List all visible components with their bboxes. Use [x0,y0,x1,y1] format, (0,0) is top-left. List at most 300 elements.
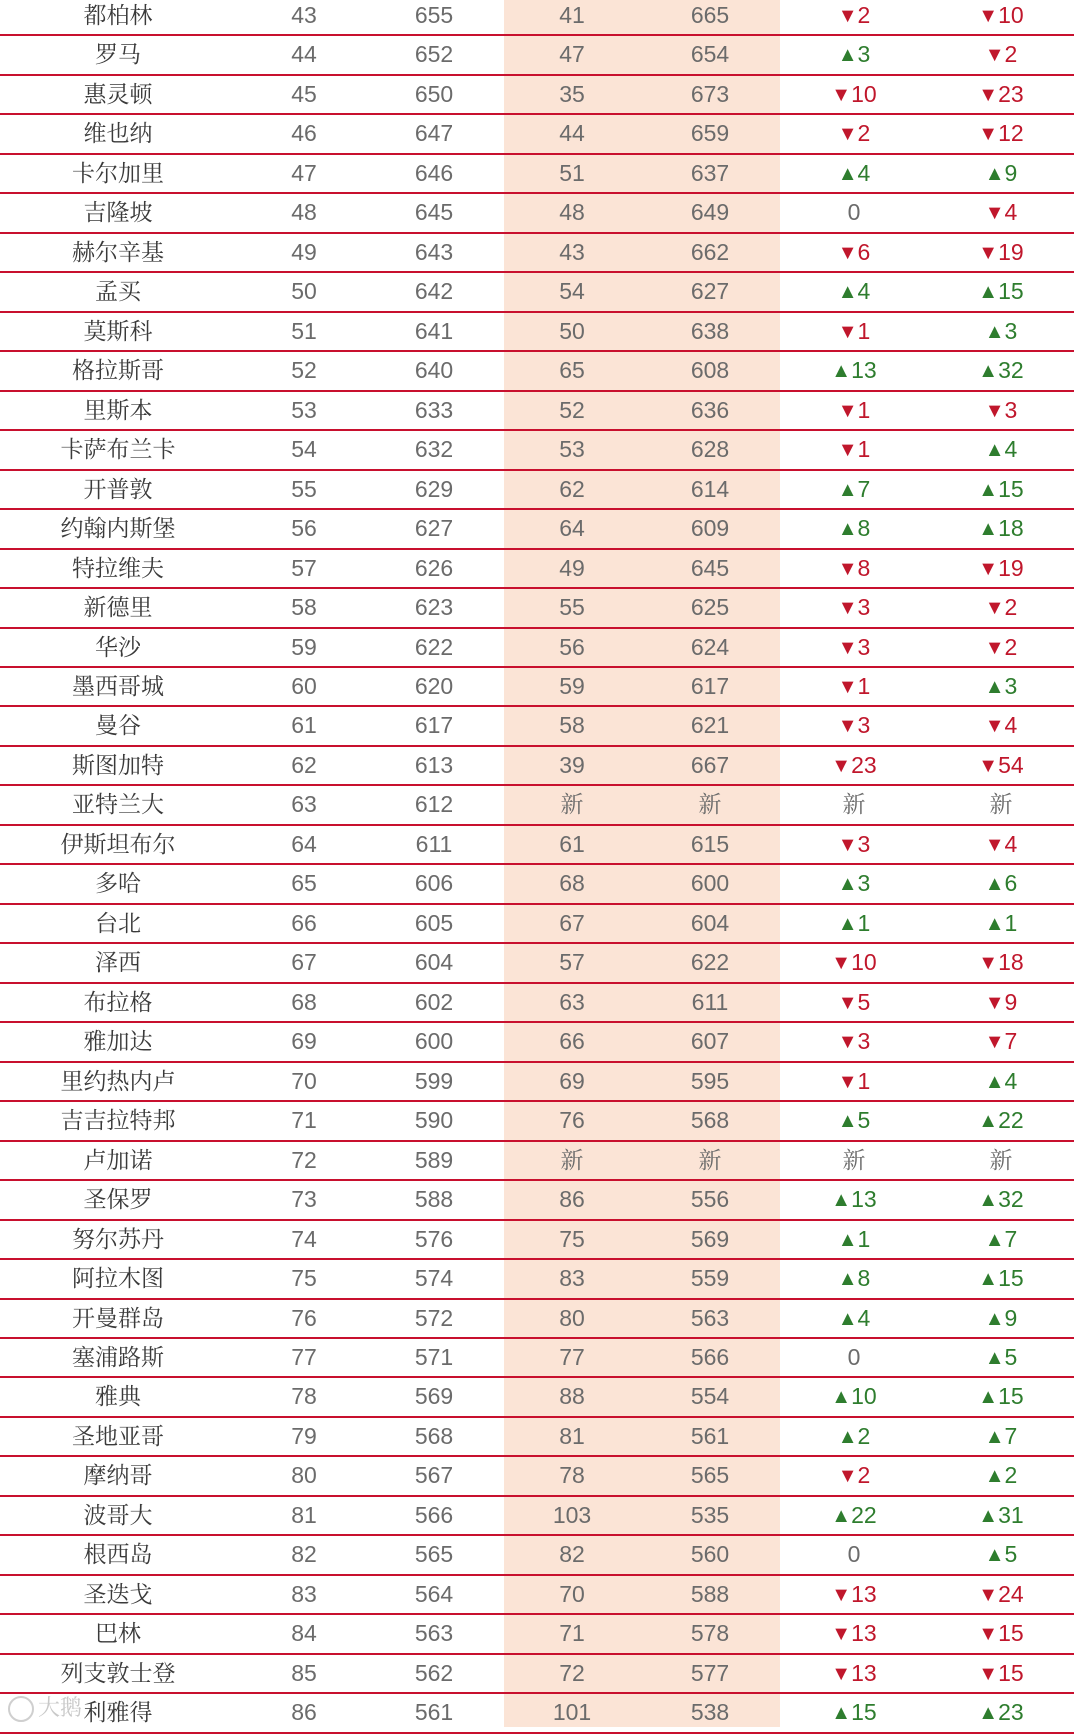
rank-change-1 [810,1694,898,1731]
table-row [0,115,1074,154]
current-score: 655 [414,2,454,28]
rank-change-value: 8 [857,1265,871,1292]
rank-change-1 [810,1063,898,1100]
previous-score: 566 [690,1343,730,1370]
city-name: 里斯本 [83,396,153,423]
city-name: 努尔苏丹 [72,1225,164,1252]
rank-change-value: 15 [998,1620,1024,1647]
down-triangle-icon: ▼ [837,5,858,27]
rank-change-value: 6 [1004,870,1018,897]
current-rank: 73 [291,1186,317,1213]
rank-change-1 [810,1536,898,1573]
down-triangle-icon: ▼ [831,1583,852,1606]
table-row [0,1694,1074,1733]
rank-change-1 [810,1181,898,1218]
rank-change-2 [955,313,1047,350]
current-score: 652 [414,41,454,68]
previous-rank: 61 [559,830,585,857]
up-triangle-icon: ▲ [831,1189,852,1212]
down-triangle-icon: ▼ [978,5,999,27]
rank-change-1 [810,76,898,113]
rank-change-value: 2 [857,1462,871,1489]
rank-change-1 [810,826,898,863]
rank-change-value: 4 [1004,436,1018,463]
up-triangle-icon: ▲ [978,1189,999,1212]
previous-rank: 101 [552,1699,592,1726]
down-triangle-icon: ▼ [984,202,1005,225]
current-rank: 65 [291,870,317,897]
rank-change-1 [810,1221,898,1258]
current-rank: 58 [291,594,317,621]
current-rank: 46 [291,120,317,147]
down-triangle-icon: ▼ [837,636,858,659]
table-row [0,273,1074,312]
down-triangle-icon: ▼ [831,83,852,106]
current-score: 620 [414,672,454,699]
city-name: 华沙 [95,633,141,660]
rank-change-1 [810,352,898,389]
current-score: 646 [414,159,454,186]
up-triangle-icon: ▲ [978,360,999,383]
city-name: 列支敦士登 [60,1659,176,1686]
rank-change-2 [955,36,1047,73]
rank-change-1 [810,707,898,744]
city-name: 雅典 [95,1383,141,1410]
rank-change-1 [810,1457,898,1494]
rank-change-value: 32 [998,1186,1024,1213]
current-rank: 71 [291,1107,317,1134]
current-score: 617 [414,712,454,739]
city-name: 圣地亚哥 [72,1422,164,1449]
up-triangle-icon: ▲ [837,44,858,67]
rank-change-value: 1 [1004,909,1018,936]
previous-rank: 44 [559,120,585,147]
rank-change-value: 15 [998,475,1024,502]
current-score: 643 [414,238,454,265]
rank-change-value: 3 [1004,672,1018,699]
down-triangle-icon: ▼ [837,557,858,580]
previous-score: 638 [690,317,730,344]
city-name: 伊斯坦布尔 [60,830,176,857]
previous-rank: 51 [559,159,585,186]
up-triangle-icon: ▲ [837,1425,858,1448]
previous-rank: 71 [559,1620,585,1647]
previous-score: 565 [690,1462,730,1489]
current-rank: 45 [291,80,317,107]
down-triangle-icon: ▼ [978,952,999,975]
rank-change-1 [810,1023,898,1060]
rank-change-2 [955,865,1047,902]
city-name: 吉隆坡 [83,199,153,226]
previous-rank: 49 [559,554,585,581]
table-row [0,668,1074,707]
city-name: 卢加诺 [83,1146,153,1173]
rank-change-1 [810,944,898,981]
previous-score: 645 [690,554,730,581]
watermark-logo-icon [8,1696,34,1722]
previous-rank: 53 [559,436,585,463]
table-row [0,1457,1074,1496]
previous-rank: 65 [559,357,585,384]
rank-change-1 [810,1576,898,1613]
down-triangle-icon: ▼ [978,1662,999,1685]
current-score: 647 [414,120,454,147]
rank-change-2 [955,707,1047,744]
current-rank: 83 [291,1580,317,1607]
previous-score: 535 [690,1501,730,1528]
rank-change-value: 5 [857,1107,871,1134]
rank-change-2 [955,589,1047,626]
city-name: 圣迭戈 [83,1580,153,1607]
rank-change-2 [955,194,1047,231]
current-rank: 57 [291,554,317,581]
city-name: 曼谷 [95,712,141,739]
previous-score: 595 [690,1067,730,1094]
rank-change-value: 12 [998,120,1024,147]
rank-change-value: 4 [1004,830,1018,857]
table-row [0,1102,1074,1141]
rank-change-2 [955,1023,1047,1060]
rank-change-value: 3 [1004,396,1018,423]
rank-change-2 [955,1102,1047,1139]
down-triangle-icon: ▼ [837,241,858,264]
current-score: 650 [414,80,454,107]
rank-change-2 [955,1378,1047,1415]
previous-score: 561 [690,1422,730,1449]
current-rank: 80 [291,1462,317,1489]
current-score: 641 [414,317,454,344]
up-triangle-icon: ▲ [978,1386,999,1409]
previous-rank: 103 [552,1501,592,1528]
previous-score: 662 [690,238,730,265]
rank-change-2 [955,431,1047,468]
previous-rank: 88 [559,1383,585,1410]
rank-change-2 [955,550,1047,587]
current-rank: 64 [291,830,317,857]
down-triangle-icon: ▼ [831,952,852,975]
current-score: 622 [414,633,454,660]
rank-change-value: 3 [857,870,871,897]
previous-score: 665 [690,2,730,28]
current-rank: 59 [291,633,317,660]
current-rank: 76 [291,1304,317,1331]
rank-change-value: 9 [1004,159,1018,186]
watermark-text: 大鹅 [38,1695,83,1720]
current-score: 629 [414,475,454,502]
rank-change-1 [810,194,898,231]
current-rank: 56 [291,515,317,542]
rank-change-2 [955,1536,1047,1573]
rank-change-value: 15 [998,278,1024,305]
previous-score: 659 [690,120,730,147]
previous-score: 560 [690,1541,730,1568]
current-score: 569 [414,1383,454,1410]
city-name: 塞浦路斯 [72,1343,164,1370]
rank-change-value: 新 [842,791,866,818]
table-row [0,1576,1074,1615]
city-name: 卡尔加里 [72,159,164,186]
up-triangle-icon: ▲ [978,518,999,541]
table-row [0,905,1074,944]
down-triangle-icon: ▼ [978,241,999,264]
city-name: 格拉斯哥 [72,357,164,384]
rank-change-value: 8 [857,554,871,581]
down-triangle-icon: ▼ [837,675,858,698]
table-row [0,984,1074,1023]
rank-change-2 [955,155,1047,192]
rank-change-value: 5 [857,988,871,1015]
previous-rank: 83 [559,1265,585,1292]
previous-score: 563 [690,1304,730,1331]
rank-change-2 [955,0,1047,34]
city-name: 孟买 [95,278,141,305]
rank-change-2 [955,1181,1047,1218]
rank-change-value: 54 [998,751,1024,778]
previous-score: 667 [690,751,730,778]
rank-change-1 [810,865,898,902]
previous-score: 649 [690,199,730,226]
current-rank: 70 [291,1067,317,1094]
rank-change-value: 15 [998,1383,1024,1410]
rank-change-value: 8 [857,515,871,542]
current-rank: 62 [291,751,317,778]
up-triangle-icon: ▲ [831,360,852,383]
previous-rank: 68 [559,870,585,897]
down-triangle-icon: ▼ [837,123,858,146]
rank-change-1 [810,0,898,34]
table-row [0,786,1074,825]
rank-change-value: 22 [998,1107,1024,1134]
rank-change-value: 24 [998,1580,1024,1607]
previous-rank: 67 [559,909,585,936]
up-triangle-icon: ▲ [837,1268,858,1291]
city-name: 多哈 [95,870,141,897]
previous-rank: 55 [559,594,585,621]
rank-change-1 [810,36,898,73]
previous-score: 628 [690,436,730,463]
current-score: 561 [414,1699,454,1726]
down-triangle-icon: ▼ [831,1623,852,1646]
city-name: 吉吉拉特邦 [60,1107,176,1134]
table-row [0,589,1074,628]
up-triangle-icon: ▲ [984,675,1005,698]
rank-change-1 [810,510,898,547]
rank-change-value: 15 [998,1659,1024,1686]
current-score: 572 [414,1304,454,1331]
up-triangle-icon: ▲ [837,478,858,501]
rank-change-value: 2 [1004,1462,1018,1489]
down-triangle-icon: ▼ [984,991,1005,1014]
current-rank: 85 [291,1659,317,1686]
rank-change-1 [810,115,898,152]
table-row [0,1063,1074,1102]
previous-rank: 81 [559,1422,585,1449]
current-rank: 49 [291,238,317,265]
table-row [0,944,1074,983]
current-score: 602 [414,988,454,1015]
rank-change-value: 23 [998,80,1024,107]
up-triangle-icon: ▲ [978,1268,999,1291]
current-score: 590 [414,1107,454,1134]
down-triangle-icon: ▼ [837,1465,858,1488]
up-triangle-icon: ▲ [984,320,1005,343]
rank-change-1 [810,786,898,823]
current-rank: 79 [291,1422,317,1449]
down-triangle-icon: ▼ [837,715,858,738]
up-triangle-icon: ▲ [978,1702,999,1725]
previous-score: 621 [690,712,730,739]
current-rank: 51 [291,317,317,344]
previous-score: 636 [690,396,730,423]
up-triangle-icon: ▲ [984,1070,1005,1093]
rank-change-2 [955,629,1047,666]
current-score: 645 [414,199,454,226]
rank-change-value: 18 [998,949,1024,976]
rank-change-value: 22 [851,1501,877,1528]
rank-change-2 [955,1063,1047,1100]
current-rank: 60 [291,672,317,699]
rank-change-value: 2 [1004,594,1018,621]
previous-rank: 76 [559,1107,585,1134]
rank-change-value: 7 [857,475,871,502]
current-rank: 78 [291,1383,317,1410]
rank-change-value: 2 [1004,41,1018,68]
city-name: 罗马 [95,41,141,68]
rank-change-2 [955,786,1047,823]
rank-change-1 [810,273,898,310]
down-triangle-icon: ▼ [978,557,999,580]
current-rank: 68 [291,988,317,1015]
table-row [0,865,1074,904]
down-triangle-icon: ▼ [978,754,999,777]
down-triangle-icon: ▼ [984,1031,1005,1054]
current-rank: 77 [291,1343,317,1370]
city-name: 圣保罗 [83,1186,153,1213]
current-score: 605 [414,909,454,936]
rank-change-value: 7 [1004,1225,1018,1252]
current-rank: 55 [291,475,317,502]
rank-change-value: 10 [851,80,877,107]
previous-rank: 82 [559,1541,585,1568]
current-rank: 69 [291,1028,317,1055]
rank-change-value: 3 [857,712,871,739]
rank-change-2 [955,1260,1047,1297]
table-row [0,826,1074,865]
previous-rank: 75 [559,1225,585,1252]
rank-change-value: 23 [998,1699,1024,1726]
table-row [0,1378,1074,1417]
current-score: 606 [414,870,454,897]
rank-change-1 [810,550,898,587]
previous-rank: 58 [559,712,585,739]
previous-rank: 52 [559,396,585,423]
rank-change-value: 3 [857,594,871,621]
current-rank: 67 [291,949,317,976]
previous-rank: 新 [560,791,584,818]
current-rank: 66 [291,909,317,936]
rank-change-1 [810,392,898,429]
current-score: 588 [414,1186,454,1213]
previous-score: 新 [698,1146,722,1173]
rank-change-value: 19 [998,238,1024,265]
rank-change-2 [955,234,1047,271]
rank-change-value: 1 [857,672,871,699]
table-row [0,550,1074,589]
rank-change-2 [955,471,1047,508]
current-score: 576 [414,1225,454,1252]
city-name: 泽西 [95,949,141,976]
rank-change-value: 13 [851,1659,877,1686]
rank-change-value: 3 [1004,317,1018,344]
current-rank: 63 [291,791,317,818]
rank-change-value: 3 [857,633,871,660]
rank-change-2 [955,1576,1047,1613]
rank-change-2 [955,392,1047,429]
rank-change-value: 5 [1004,1541,1018,1568]
rank-change-value: 1 [857,1067,871,1094]
city-name: 亚特兰大 [72,791,164,818]
current-rank: 72 [291,1146,317,1173]
current-score: 604 [414,949,454,976]
down-triangle-icon: ▼ [978,1583,999,1606]
down-triangle-icon: ▼ [984,597,1005,620]
up-triangle-icon: ▲ [984,1465,1005,1488]
up-triangle-icon: ▲ [984,912,1005,935]
table-row [0,1497,1074,1536]
previous-score: 625 [690,594,730,621]
current-score: 574 [414,1265,454,1292]
table-row [0,36,1074,75]
previous-score: 569 [690,1225,730,1252]
up-triangle-icon: ▲ [837,873,858,896]
current-score: 627 [414,515,454,542]
rank-change-1 [810,1339,898,1376]
up-triangle-icon: ▲ [837,1110,858,1133]
rank-change-1 [810,1142,898,1179]
rank-change-2 [955,1655,1047,1692]
current-rank: 74 [291,1225,317,1252]
city-name: 波哥大 [83,1501,153,1528]
city-name: 巴林 [95,1620,141,1647]
current-score: 562 [414,1659,454,1686]
rank-change-2 [955,1339,1047,1376]
rank-change-value: 0 [847,1541,861,1568]
rank-change-2 [955,1615,1047,1652]
table-row [0,471,1074,510]
current-score: 589 [414,1146,454,1173]
down-triangle-icon: ▼ [984,636,1005,659]
city-name: 维也纳 [83,120,153,147]
city-name: 特拉维夫 [72,554,164,581]
current-rank: 50 [291,278,317,305]
down-triangle-icon: ▼ [978,1623,999,1646]
rank-change-value: 9 [1004,1304,1018,1331]
previous-rank: 新 [560,1146,584,1173]
previous-rank: 43 [559,238,585,265]
table-row [0,313,1074,352]
city-name: 惠灵顿 [83,80,153,107]
previous-rank: 48 [559,199,585,226]
up-triangle-icon: ▲ [831,1702,852,1725]
rank-change-value: 31 [998,1501,1024,1528]
previous-rank: 80 [559,1304,585,1331]
city-name: 阿拉木图 [72,1265,164,1292]
down-triangle-icon: ▼ [978,83,999,106]
rank-change-value: 新 [989,1146,1013,1173]
city-name: 利雅得 [83,1699,153,1726]
previous-rank: 70 [559,1580,585,1607]
current-rank: 82 [291,1541,317,1568]
